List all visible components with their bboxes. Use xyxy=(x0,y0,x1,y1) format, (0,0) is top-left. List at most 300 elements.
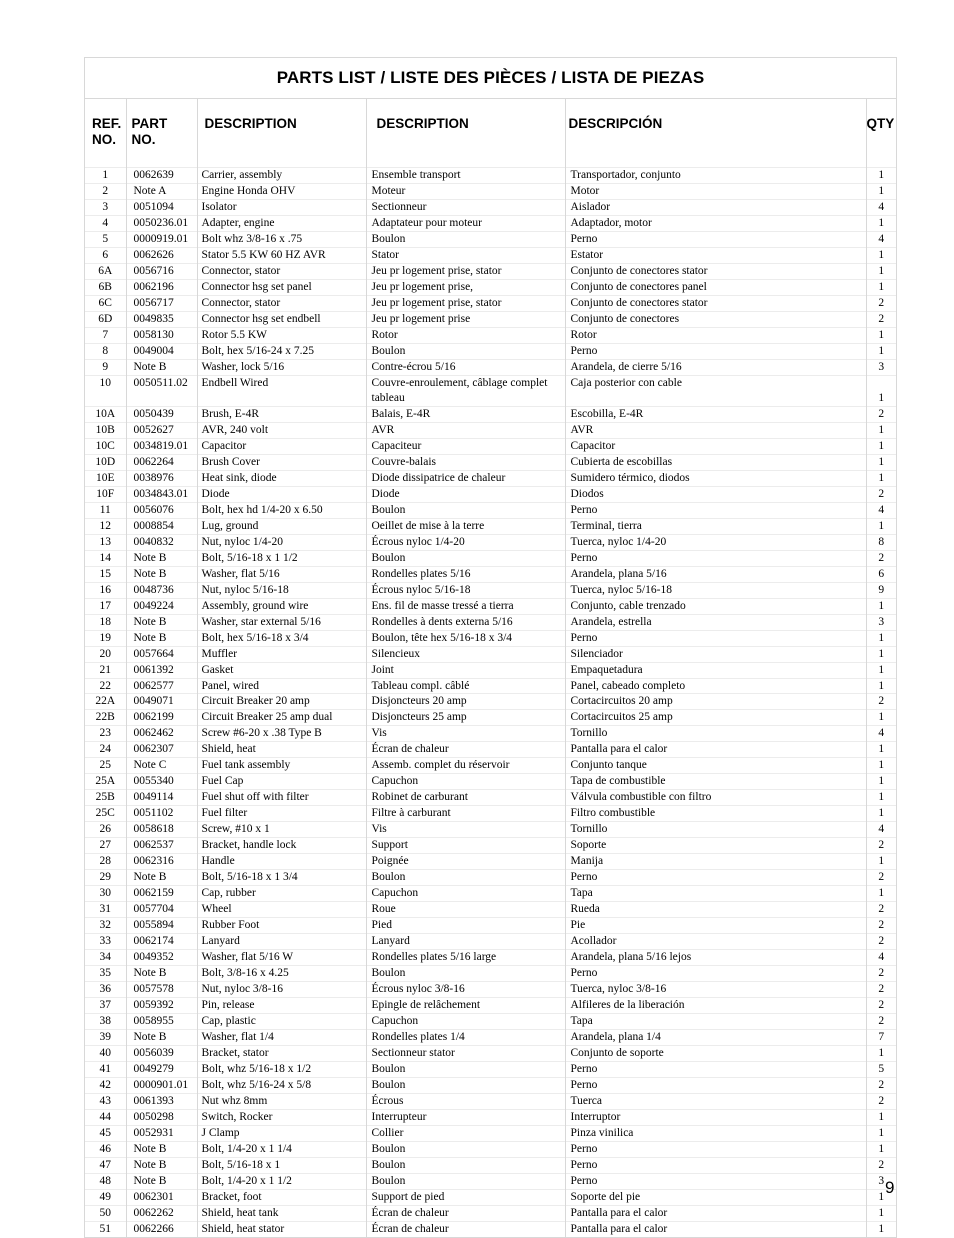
cell-qty: 1 xyxy=(866,742,896,758)
cell-part-no: 0062159 xyxy=(126,886,197,902)
cell-description-fr: Écran de chaleur xyxy=(366,1205,565,1221)
cell-description-es: Cortacircuitos 20 amp xyxy=(565,694,866,710)
cell-part-no: 0062462 xyxy=(126,726,197,742)
table-row xyxy=(85,918,896,934)
cell-description-fr: Support xyxy=(366,838,565,854)
cell-part-no: Note B xyxy=(126,1174,197,1190)
cell-qty: 1 xyxy=(866,215,896,231)
cell-part-no: 0050439 xyxy=(126,406,197,422)
cell-description-es: Pantalla para el calor xyxy=(565,1205,866,1221)
cell-description-fr: Capaciteur xyxy=(366,438,565,454)
table-row xyxy=(85,1062,896,1078)
cell-description-fr: Écrous nyloc 5/16-18 xyxy=(366,582,565,598)
cell-description-en: Bracket, handle lock xyxy=(197,838,366,854)
table-row xyxy=(85,1014,896,1030)
cell-ref: 2 xyxy=(85,183,126,199)
cell-description-en: Washer, lock 5/16 xyxy=(197,359,366,375)
cell-ref: 17 xyxy=(85,598,126,614)
cell-qty: 1 xyxy=(866,518,896,534)
cell-ref: 6C xyxy=(85,295,126,311)
cell-part-no: Note B xyxy=(126,1030,197,1046)
cell-qty: 1 xyxy=(866,758,896,774)
cell-qty: 1 xyxy=(866,630,896,646)
cell-part-no: Note B xyxy=(126,550,197,566)
cell-part-no: 0062537 xyxy=(126,838,197,854)
cell-description-en: Gasket xyxy=(197,662,366,678)
table-row xyxy=(85,614,896,630)
cell-description-en: Nut, nyloc 1/4-20 xyxy=(197,534,366,550)
table-header-row xyxy=(85,99,896,168)
table-row xyxy=(85,774,896,790)
cell-description-es: Sumidero térmico, diodos xyxy=(565,470,866,486)
cell-description-en: Nut, nyloc 5/16-18 xyxy=(197,582,366,598)
cell-description-fr: Jeu pr logement prise xyxy=(366,311,565,327)
cell-qty: 1 xyxy=(866,662,896,678)
cell-description-en: Washer, star external 5/16 xyxy=(197,614,366,630)
cell-description-es: Conjunto, cable trenzado xyxy=(565,598,866,614)
cell-description-es: Conjunto de soporte xyxy=(565,1046,866,1062)
cell-description-es: Perno xyxy=(565,343,866,359)
cell-description-fr: Sectionneur xyxy=(366,199,565,215)
cell-qty: 2 xyxy=(866,694,896,710)
cell-description-fr: Écran de chaleur xyxy=(366,1221,565,1236)
cell-description-en: Shield, heat stator xyxy=(197,1221,366,1236)
cell-qty: 1 xyxy=(866,1110,896,1126)
cell-qty: 2 xyxy=(866,966,896,982)
cell-qty: 8 xyxy=(866,534,896,550)
cell-description-en: Bolt, hex 5/16-18 x 3/4 xyxy=(197,630,366,646)
cell-description-fr: Pied xyxy=(366,918,565,934)
table-row xyxy=(85,422,896,438)
cell-description-es: Conjunto de conectores xyxy=(565,311,866,327)
cell-part-no: 0049835 xyxy=(126,311,197,327)
cell-description-en: Shield, heat xyxy=(197,742,366,758)
cell-qty: 1 xyxy=(866,263,896,279)
cell-ref: 35 xyxy=(85,966,126,982)
table-row xyxy=(85,630,896,646)
table-row xyxy=(85,470,896,486)
cell-part-no: 0056039 xyxy=(126,1046,197,1062)
cell-ref: 21 xyxy=(85,662,126,678)
cell-description-fr: Boulon xyxy=(366,1174,565,1190)
cell-ref: 22 xyxy=(85,678,126,694)
cell-description-fr: Boulon xyxy=(366,550,565,566)
cell-ref: 29 xyxy=(85,870,126,886)
cell-qty: 1 xyxy=(866,678,896,694)
cell-description-es: Tuerca, nyloc 3/8-16 xyxy=(565,982,866,998)
cell-part-no: Note B xyxy=(126,1158,197,1174)
cell-part-no: 0061393 xyxy=(126,1094,197,1110)
cell-description-fr: Capuchon xyxy=(366,886,565,902)
cell-description-en: Bolt, whz 5/16-24 x 5/8 xyxy=(197,1078,366,1094)
cell-ref: 14 xyxy=(85,550,126,566)
cell-description-fr: Ensemble transport xyxy=(366,168,565,184)
cell-ref: 31 xyxy=(85,902,126,918)
cell-description-en: Bolt, 3/8-16 x 4.25 xyxy=(197,966,366,982)
cell-qty: 2 xyxy=(866,934,896,950)
cell-description-fr: Vis xyxy=(366,726,565,742)
cell-description-fr: Filtre à carburant xyxy=(366,806,565,822)
table-row xyxy=(85,1205,896,1221)
cell-part-no: 0056717 xyxy=(126,295,197,311)
cell-qty: 4 xyxy=(866,502,896,518)
cell-qty: 1 xyxy=(866,438,896,454)
cell-description-es: Rueda xyxy=(565,902,866,918)
cell-qty: 4 xyxy=(866,199,896,215)
cell-qty: 1 xyxy=(866,598,896,614)
cell-description-en: Cap, rubber xyxy=(197,886,366,902)
cell-part-no: 0062264 xyxy=(126,454,197,470)
table-row xyxy=(85,838,896,854)
cell-description-fr: Rondelles plates 1/4 xyxy=(366,1030,565,1046)
cell-description-en: Washer, flat 1/4 xyxy=(197,1030,366,1046)
table-row xyxy=(85,327,896,343)
table-row xyxy=(85,343,896,359)
cell-ref: 33 xyxy=(85,934,126,950)
cell-description-es: Acollador xyxy=(565,934,866,950)
cell-description-es: Capacitor xyxy=(565,438,866,454)
cell-description-en: Nut whz 8mm xyxy=(197,1094,366,1110)
table-row xyxy=(85,662,896,678)
cell-description-en: Bracket, stator xyxy=(197,1046,366,1062)
table-row xyxy=(85,518,896,534)
cell-description-en: Circuit Breaker 25 amp dual xyxy=(197,710,366,726)
table-row xyxy=(85,199,896,215)
cell-description-en: Bracket, foot xyxy=(197,1190,366,1206)
cell-description-es: Cortacircuitos 25 amp xyxy=(565,710,866,726)
cell-ref: 6D xyxy=(85,311,126,327)
cell-description-es: Perno xyxy=(565,1078,866,1094)
cell-description-es: Alfileres de la liberación xyxy=(565,998,866,1014)
header-ref-no xyxy=(85,99,126,168)
cell-part-no: 0051094 xyxy=(126,199,197,215)
cell-ref: 3 xyxy=(85,199,126,215)
cell-description-en: Bolt, 5/16-18 x 1 3/4 xyxy=(197,870,366,886)
cell-qty: 2 xyxy=(866,295,896,311)
cell-ref: 6 xyxy=(85,247,126,263)
cell-description-fr: Contre-écrou 5/16 xyxy=(366,359,565,375)
cell-ref: 40 xyxy=(85,1046,126,1062)
cell-ref: 7 xyxy=(85,327,126,343)
cell-qty: 1 xyxy=(866,279,896,295)
cell-description-es: Perno xyxy=(565,1142,866,1158)
cell-ref: 48 xyxy=(85,1174,126,1190)
table-row xyxy=(85,375,896,406)
cell-description-fr: Rondelles plates 5/16 large xyxy=(366,950,565,966)
cell-part-no: 0051102 xyxy=(126,806,197,822)
cell-part-no: 0062262 xyxy=(126,1205,197,1221)
cell-qty: 2 xyxy=(866,918,896,934)
table-row xyxy=(85,486,896,502)
cell-part-no: 0038976 xyxy=(126,470,197,486)
cell-description-fr: Ens. fil de masse tressé a tierra xyxy=(366,598,565,614)
cell-qty: 1 xyxy=(866,454,896,470)
cell-description-es: Escobilla, E-4R xyxy=(565,406,866,422)
header-qty: QTY xyxy=(866,99,896,168)
cell-description-en: Heat sink, diode xyxy=(197,470,366,486)
cell-description-fr: Rondelles plates 5/16 xyxy=(366,566,565,582)
page-title: PARTS LIST / LISTE DES PIÈCES / LISTA DE PIEZAS xyxy=(276,68,705,87)
cell-description-es: Terminal, tierra xyxy=(565,518,866,534)
cell-ref: 12 xyxy=(85,518,126,534)
cell-description-fr: Rotor xyxy=(366,327,565,343)
cell-part-no: 0034819.01 xyxy=(126,438,197,454)
cell-description-fr: Boulon xyxy=(366,343,565,359)
cell-part-no: 0062301 xyxy=(126,1190,197,1206)
cell-qty: 1 xyxy=(866,646,896,662)
cell-part-no: Note B xyxy=(126,566,197,582)
table-row xyxy=(85,534,896,550)
cell-description-fr: Boulon xyxy=(366,966,565,982)
cell-description-fr: Stator xyxy=(366,247,565,263)
cell-description-es: Perno xyxy=(565,630,866,646)
cell-description-fr: AVR xyxy=(366,422,565,438)
cell-description-en: Connector hsg set endbell xyxy=(197,311,366,327)
header-description-en: DESCRIPTION xyxy=(197,99,366,168)
cell-description-es: Arandela, plana 5/16 xyxy=(565,566,866,582)
cell-description-fr: Support de pied xyxy=(366,1190,565,1206)
cell-description-fr: Diode xyxy=(366,486,565,502)
table-row xyxy=(85,550,896,566)
cell-description-fr: Boulon xyxy=(366,1142,565,1158)
cell-part-no: Note A xyxy=(126,183,197,199)
table-row xyxy=(85,854,896,870)
cell-part-no: 0049352 xyxy=(126,950,197,966)
cell-ref: 4 xyxy=(85,215,126,231)
cell-qty: 5 xyxy=(866,1062,896,1078)
cell-description-es: Arandela, plana 1/4 xyxy=(565,1030,866,1046)
parts-table xyxy=(85,99,896,1237)
cell-description-en: Carrier, assembly xyxy=(197,168,366,184)
table-row xyxy=(85,966,896,982)
cell-part-no: 0062626 xyxy=(126,247,197,263)
cell-ref: 13 xyxy=(85,534,126,550)
cell-part-no: 0058130 xyxy=(126,327,197,343)
table-row xyxy=(85,886,896,902)
cell-part-no: 0062196 xyxy=(126,279,197,295)
cell-description-en: Washer, flat 5/16 W xyxy=(197,950,366,966)
cell-ref: 6B xyxy=(85,279,126,295)
cell-part-no: 0061392 xyxy=(126,662,197,678)
cell-ref: 50 xyxy=(85,1205,126,1221)
cell-part-no: Note B xyxy=(126,870,197,886)
cell-description-fr: Lanyard xyxy=(366,934,565,950)
cell-ref: 42 xyxy=(85,1078,126,1094)
cell-description-es: Tuerca, nyloc 5/16-18 xyxy=(565,582,866,598)
cell-qty: 1 xyxy=(866,168,896,184)
cell-description-en: Bolt, 1/4-20 x 1 1/4 xyxy=(197,1142,366,1158)
cell-part-no: 0050236.01 xyxy=(126,215,197,231)
cell-description-en: Washer, flat 5/16 xyxy=(197,566,366,582)
cell-part-no: 0000901.01 xyxy=(126,1078,197,1094)
cell-description-fr: Boulon xyxy=(366,870,565,886)
cell-qty: 6 xyxy=(866,566,896,582)
cell-qty: 1 xyxy=(866,1190,896,1206)
cell-qty: 1 xyxy=(866,343,896,359)
cell-description-es: Interruptor xyxy=(565,1110,866,1126)
cell-description-fr: Roue xyxy=(366,902,565,918)
cell-description-es: Tornillo xyxy=(565,822,866,838)
cell-description-es: Pie xyxy=(565,918,866,934)
cell-part-no: Note B xyxy=(126,359,197,375)
cell-qty: 1 xyxy=(866,1126,896,1142)
cell-qty: 1 xyxy=(866,247,896,263)
cell-description-es: Filtro combustible xyxy=(565,806,866,822)
table-row xyxy=(85,1078,896,1094)
cell-description-en: Rotor 5.5 KW xyxy=(197,327,366,343)
cell-ref: 24 xyxy=(85,742,126,758)
cell-ref: 25B xyxy=(85,790,126,806)
table-row xyxy=(85,183,896,199)
cell-qty: 1 xyxy=(866,470,896,486)
cell-ref: 45 xyxy=(85,1126,126,1142)
cell-description-fr: Disjoncteurs 25 amp xyxy=(366,710,565,726)
cell-part-no: 0062639 xyxy=(126,168,197,184)
table-row xyxy=(85,406,896,422)
cell-ref: 44 xyxy=(85,1110,126,1126)
cell-description-es: Tuerca, nyloc 1/4-20 xyxy=(565,534,866,550)
cell-description-fr: Écrous xyxy=(366,1094,565,1110)
cell-description-es: Perno xyxy=(565,870,866,886)
table-row xyxy=(85,646,896,662)
cell-qty: 1 xyxy=(866,774,896,790)
table-row xyxy=(85,870,896,886)
cell-description-es: Estator xyxy=(565,247,866,263)
cell-ref: 49 xyxy=(85,1190,126,1206)
cell-description-es: Adaptador, motor xyxy=(565,215,866,231)
cell-part-no: 0000919.01 xyxy=(126,231,197,247)
cell-ref: 28 xyxy=(85,854,126,870)
cell-description-en: Cap, plastic xyxy=(197,1014,366,1030)
cell-description-en: Muffler xyxy=(197,646,366,662)
cell-ref: 25A xyxy=(85,774,126,790)
cell-description-es: Perno xyxy=(565,1174,866,1190)
cell-ref: 32 xyxy=(85,918,126,934)
cell-description-fr: Robinet de carburant xyxy=(366,790,565,806)
cell-description-es: Manija xyxy=(565,854,866,870)
cell-qty: 1 xyxy=(866,327,896,343)
cell-qty: 1 xyxy=(866,854,896,870)
title-row xyxy=(85,58,896,99)
cell-ref: 25C xyxy=(85,806,126,822)
cell-description-es: Arandela, de cierre 5/16 xyxy=(565,359,866,375)
cell-description-es: Tuerca xyxy=(565,1094,866,1110)
cell-ref: 6A xyxy=(85,263,126,279)
cell-description-en: Isolator xyxy=(197,199,366,215)
header-description-fr: DESCRIPTION xyxy=(366,99,565,168)
cell-description-es: Caja posterior con cable xyxy=(565,375,866,406)
cell-part-no: 0055894 xyxy=(126,918,197,934)
cell-ref: 10A xyxy=(85,406,126,422)
cell-description-es: Transportador, conjunto xyxy=(565,168,866,184)
cell-description-es: Perno xyxy=(565,550,866,566)
cell-description-fr: Poignée xyxy=(366,854,565,870)
cell-description-fr: Sectionneur stator xyxy=(366,1046,565,1062)
cell-description-en: Fuel shut off with filter xyxy=(197,790,366,806)
cell-description-fr: Interrupteur xyxy=(366,1110,565,1126)
table-row xyxy=(85,822,896,838)
cell-part-no: Note C xyxy=(126,758,197,774)
table-row xyxy=(85,454,896,470)
table-row xyxy=(85,359,896,375)
cell-qty: 3 xyxy=(866,614,896,630)
cell-description-es: Tornillo xyxy=(565,726,866,742)
cell-description-es: Rotor xyxy=(565,327,866,343)
cell-ref: 18 xyxy=(85,614,126,630)
cell-description-fr: Vis xyxy=(366,822,565,838)
cell-part-no: 0049004 xyxy=(126,343,197,359)
cell-description-fr: Couvre-enroulement, câblage complet tableau xyxy=(366,375,565,406)
table-row xyxy=(85,790,896,806)
cell-ref: 10F xyxy=(85,486,126,502)
table-row xyxy=(85,902,896,918)
cell-description-fr: Oeillet de mise à la terre xyxy=(366,518,565,534)
table-row xyxy=(85,502,896,518)
cell-qty: 2 xyxy=(866,1078,896,1094)
cell-description-en: Rubber Foot xyxy=(197,918,366,934)
table-row xyxy=(85,598,896,614)
cell-description-en: Connector hsg set panel xyxy=(197,279,366,295)
cell-ref: 36 xyxy=(85,982,126,998)
cell-description-es: Cubierta de escobillas xyxy=(565,454,866,470)
cell-description-es: Soporte xyxy=(565,838,866,854)
page-number: 9 xyxy=(885,1178,895,1197)
cell-ref: 11 xyxy=(85,502,126,518)
cell-description-fr: Écrous nyloc 1/4-20 xyxy=(366,534,565,550)
cell-ref: 19 xyxy=(85,630,126,646)
cell-qty: 9 xyxy=(866,582,896,598)
cell-description-en: Lug, ground xyxy=(197,518,366,534)
cell-part-no: 0062307 xyxy=(126,742,197,758)
cell-part-no: 0008854 xyxy=(126,518,197,534)
cell-description-en: Bolt whz 3/8-16 x .75 xyxy=(197,231,366,247)
cell-ref: 25 xyxy=(85,758,126,774)
cell-ref: 23 xyxy=(85,726,126,742)
cell-description-en: Fuel filter xyxy=(197,806,366,822)
cell-ref: 22A xyxy=(85,694,126,710)
cell-description-en: Diode xyxy=(197,486,366,502)
cell-description-en: Wheel xyxy=(197,902,366,918)
header-part-line1: PART xyxy=(131,116,168,131)
cell-ref: 38 xyxy=(85,1014,126,1030)
cell-description-fr: Boulon xyxy=(366,1158,565,1174)
cell-description-en: Circuit Breaker 20 amp xyxy=(197,694,366,710)
cell-qty: 1 xyxy=(866,806,896,822)
table-row xyxy=(85,582,896,598)
cell-description-es: Diodos xyxy=(565,486,866,502)
parts-list-frame xyxy=(84,57,897,1238)
cell-description-en: J Clamp xyxy=(197,1126,366,1142)
cell-description-fr: Silencieux xyxy=(366,646,565,662)
cell-qty: 4 xyxy=(866,822,896,838)
cell-ref: 10D xyxy=(85,454,126,470)
cell-qty: 2 xyxy=(866,1158,896,1174)
cell-description-fr: Epingle de relâchement xyxy=(366,998,565,1014)
cell-part-no: 0049071 xyxy=(126,694,197,710)
cell-part-no: Note B xyxy=(126,1142,197,1158)
cell-qty: 4 xyxy=(866,950,896,966)
cell-qty: 2 xyxy=(866,406,896,422)
cell-qty: 1 xyxy=(866,1142,896,1158)
cell-qty: 2 xyxy=(866,838,896,854)
table-row xyxy=(85,1094,896,1110)
cell-description-fr: Moteur xyxy=(366,183,565,199)
cell-qty: 2 xyxy=(866,550,896,566)
cell-description-es: Perno xyxy=(565,1062,866,1078)
cell-description-fr: Boulon, tête hex 5/16-18 x 3/4 xyxy=(366,630,565,646)
cell-description-en: Switch, Rocker xyxy=(197,1110,366,1126)
cell-qty: 1 xyxy=(866,422,896,438)
